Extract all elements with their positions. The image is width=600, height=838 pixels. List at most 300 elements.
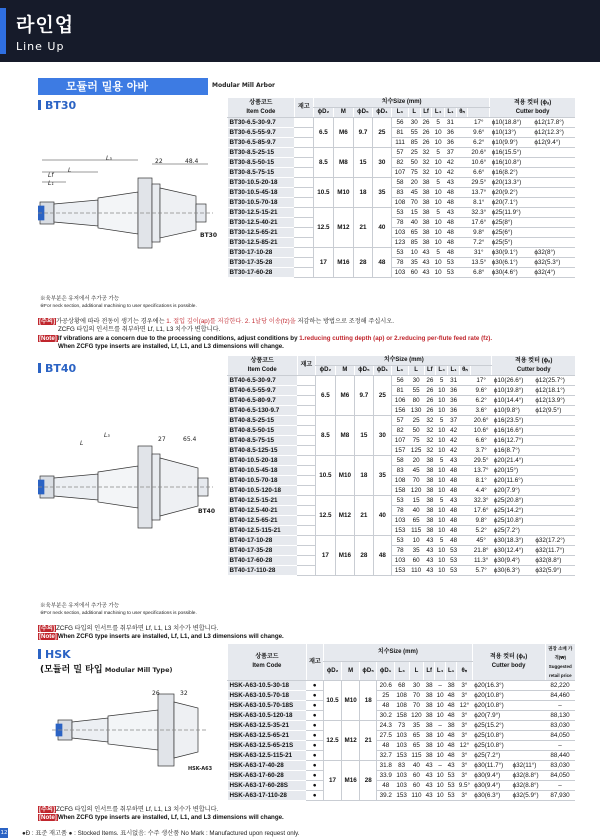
dim-cell: 32 <box>424 426 436 436</box>
dim-cell: 40 <box>408 218 420 228</box>
group-d1: 30 <box>373 416 391 456</box>
pad-cell <box>459 386 470 396</box>
cutter-cell-1: ϕ10(14.4°) <box>492 396 533 406</box>
note-3-en: When ZCFG type inserts are installed, Lf, L1, and L3 dimensions will change. <box>57 814 284 822</box>
dim-cell: 10 <box>432 238 444 248</box>
item-code: BT30-12.5-40-21 <box>228 218 295 228</box>
dim-cell: 38 <box>425 712 433 719</box>
dim-cell: 83 <box>392 466 409 476</box>
cutter-cell-1: ϕ16(12.7°) <box>492 436 533 446</box>
bt30-section-title: BT30 <box>38 99 76 112</box>
dim-cell: 32 <box>424 446 436 456</box>
table-header-row <box>228 98 576 108</box>
bt40-footnote <box>40 603 197 617</box>
dim-cell: 32 <box>424 436 436 446</box>
table-row <box>228 506 576 516</box>
group-d5: 15 <box>355 416 374 456</box>
table-row <box>228 456 576 466</box>
dim-cell: – <box>434 721 445 731</box>
dim-cell: 43 <box>444 208 456 218</box>
bt30-drawing-label: BT30 <box>200 232 218 239</box>
dim-cell: 30 <box>408 376 424 386</box>
dim-cell: 35 <box>409 721 424 731</box>
dim-cell: 58 <box>391 178 408 188</box>
hsk-dim-32: 32 <box>180 690 188 697</box>
dim-cell: 38 <box>447 722 455 729</box>
price-cell: – <box>545 741 575 751</box>
cutter-cell-1: ϕ30(4.6°) <box>490 268 533 278</box>
header-cutter-en: Cutter body <box>516 366 551 373</box>
module-subtitle: Modular Mill Arbor <box>212 82 276 89</box>
dim-cell: 53 <box>392 496 409 506</box>
theta-cell: 11.3° <box>470 556 491 566</box>
dim-cell: 10 <box>436 466 448 476</box>
cutter-cell-2 <box>511 701 545 711</box>
stock-cell <box>294 148 313 158</box>
group-d5: 21 <box>360 721 377 761</box>
dim-cell: 48 <box>447 702 455 709</box>
pad-cell <box>456 158 467 168</box>
header-l1: L₁ <box>444 108 456 118</box>
cutter-cell-2: ϕ32(8.8°) <box>533 556 575 566</box>
dim-cell: 3° <box>457 791 473 801</box>
pad-cell <box>459 416 470 426</box>
cutter-cell-2: ϕ32(5.3°) <box>532 258 575 268</box>
dim-cell: 33.9 <box>377 771 394 781</box>
stock-cell <box>297 526 316 536</box>
group-d2: 12.5 <box>313 208 333 248</box>
theta-cell: 20.6° <box>468 148 490 158</box>
table-row <box>228 168 576 178</box>
stock-cell <box>294 168 313 178</box>
dim-cell: 10 <box>436 566 448 576</box>
dim-cell: 26 <box>420 128 432 138</box>
item-code: BT40-17-10-28 <box>228 536 298 546</box>
cutter-cell-1: ϕ25(10.8°) <box>492 516 533 526</box>
dim-cell: 26 <box>420 118 432 128</box>
header-item-code-kr: 상품코드 <box>255 654 279 660</box>
cutter-cell-1: ϕ30(18.3°) <box>492 536 533 546</box>
dim-cell: 53 <box>448 566 460 576</box>
dim-cell: 78 <box>391 258 408 268</box>
bt30-dim-48: 48.4 <box>185 158 199 165</box>
header-item-code-kr: 상품코드 <box>249 99 273 106</box>
cutter-cell-2 <box>532 188 575 198</box>
dim-cell: 38 <box>420 238 432 248</box>
group-m: M8 <box>333 148 353 178</box>
dim-cell: 123 <box>391 238 408 248</box>
stock-cell <box>294 258 313 268</box>
table-row <box>228 496 576 506</box>
header-lf: Lf <box>420 108 432 118</box>
dim-cell: 56 <box>391 118 408 128</box>
dim-cell: 68 <box>394 681 409 691</box>
cutter-cell-2 <box>533 456 575 466</box>
table-row <box>228 188 576 198</box>
table-row <box>228 486 576 496</box>
dim-cell: 37 <box>448 416 460 426</box>
dim-cell: 10 <box>436 386 448 396</box>
cutter-cell-1: ϕ30(12.4°) <box>492 546 533 556</box>
dim-cell: 10 <box>436 556 448 566</box>
theta-cell: 5.7° <box>470 566 491 576</box>
stock-cell <box>297 406 316 416</box>
dim-cell: 26 <box>424 386 436 396</box>
cutter-cell-2: ϕ32(5.9°) <box>511 791 545 801</box>
item-code: BT40-6.5-80-9.7 <box>228 396 298 406</box>
dim-cell: 3° <box>457 721 473 731</box>
pad-cell <box>459 466 470 476</box>
theta-cell: 21.8° <box>470 546 491 556</box>
dim-cell: 5 <box>436 376 448 386</box>
dim-cell: 26 <box>424 396 436 406</box>
dim-cell: 38 <box>425 732 433 739</box>
table-row <box>228 681 576 691</box>
dim-cell: 30 <box>409 681 424 691</box>
price-cell: – <box>545 781 575 791</box>
stock-cell <box>297 426 316 436</box>
dim-cell: 45 <box>408 188 420 198</box>
dim-cell: 70 <box>408 476 424 486</box>
cutter-cell-2 <box>532 168 575 178</box>
table-row <box>228 711 576 721</box>
table-row <box>228 148 576 158</box>
table-row <box>228 466 576 476</box>
header-cutter-en: Cutter body <box>491 663 526 669</box>
stock-cell: ● <box>306 721 323 731</box>
header-stock: 재고 <box>306 644 323 681</box>
header-cutter <box>490 98 575 118</box>
header-price-en: Suggested retail price <box>548 664 572 678</box>
cutter-cell-2 <box>532 238 575 248</box>
item-code: BT40-8.5-50-15 <box>228 426 298 436</box>
bt40-dim-65: 65.4 <box>183 436 197 443</box>
bt40-footnote-en: ※For neck section, additional machining to user specifications is possible. <box>40 611 197 616</box>
pad-cell <box>456 198 467 208</box>
dim-cell: 108 <box>391 198 408 208</box>
cutter-cell-2 <box>511 741 545 751</box>
cutter-cell-2: ϕ32(5.9°) <box>533 566 575 576</box>
header-item-code <box>228 98 295 118</box>
pad-cell <box>456 228 467 238</box>
stock-cell <box>294 228 313 238</box>
item-code: BT40-10.5-20-18 <box>228 456 298 466</box>
pad-cell <box>459 496 470 506</box>
table-row <box>228 476 576 486</box>
dim-cell: 103 <box>391 228 408 238</box>
cutter-cell-1: ϕ25(8°) <box>490 218 533 228</box>
group-d2: 17 <box>324 761 342 801</box>
hsk-section-subtitle <box>40 662 172 675</box>
note-1-tag-en: [Note] <box>39 334 57 342</box>
module-title: 모듈러 밀용 아바 <box>38 78 208 95</box>
item-code: HSK-A63-10.5-70-18 <box>228 691 307 701</box>
header-pad <box>470 366 491 376</box>
group-d5: 9.7 <box>355 376 374 416</box>
table-row <box>228 426 576 436</box>
dim-cell: 38 <box>425 702 433 709</box>
dim-cell: 78 <box>392 506 409 516</box>
dim-cell: 38 <box>425 742 433 749</box>
dim-cell: 42 <box>444 158 456 168</box>
dim-cell: 20.6 <box>377 681 394 691</box>
dim-cell: 39.2 <box>377 791 394 801</box>
dim-cell: 81 <box>391 128 408 138</box>
header-m: M <box>342 662 360 681</box>
stock-cell <box>294 138 313 148</box>
cutter-cell-1: ϕ16(8.2°) <box>490 168 533 178</box>
dim-cell: 107 <box>391 168 408 178</box>
stock-cell <box>297 446 316 456</box>
cutter-cell-2: ϕ12(9.4°) <box>532 138 575 148</box>
header-pad <box>468 108 490 118</box>
stock-cell <box>294 218 313 228</box>
table-row <box>228 771 576 781</box>
cutter-cell-2 <box>533 526 575 536</box>
dim-cell: 43 <box>425 772 433 779</box>
dim-cell: 43 <box>448 496 460 506</box>
dim-cell: 10 <box>434 771 445 781</box>
dim-cell: 3° <box>457 691 473 701</box>
item-code: BT40-10.5-45-18 <box>228 466 298 476</box>
bt30-dim-l: L <box>68 167 72 174</box>
dim-cell: 15 <box>408 208 420 218</box>
price-cell: 88,440 <box>545 751 575 761</box>
bt40-spec-table <box>227 356 575 576</box>
group-m: M12 <box>335 496 354 536</box>
cutter-cell-1: ϕ30(11.7°) <box>472 761 510 771</box>
dim-cell: 43 <box>425 762 433 769</box>
stock-cell: ● <box>306 681 323 691</box>
theta-cell: 29.5° <box>470 456 491 466</box>
stock-cell <box>297 466 316 476</box>
cutter-cell-2 <box>511 751 545 761</box>
dim-cell: 38 <box>424 506 436 516</box>
dim-cell: 48 <box>444 188 456 198</box>
dim-cell: 5 <box>436 416 448 426</box>
pad-cell <box>459 456 470 466</box>
cutter-cell-1: ϕ20(15°) <box>492 466 533 476</box>
dim-cell: 65 <box>408 516 424 526</box>
dim-cell: 106 <box>392 396 409 406</box>
dim-cell: 153 <box>392 566 409 576</box>
hsk-subtitle-en: Modular Mill Type) <box>104 666 173 674</box>
cutter-cell-1: ϕ16(10.8°) <box>490 158 533 168</box>
item-code: BT40-12.5-15-21 <box>228 496 298 506</box>
group-d2: 8.5 <box>313 148 333 178</box>
stock-cell <box>297 456 316 466</box>
dim-cell: 5 <box>436 496 448 506</box>
item-code: BT30-12.5-65-21 <box>228 228 295 238</box>
table-row <box>228 701 576 711</box>
header-m: M <box>333 108 353 118</box>
group-d5: 28 <box>360 761 377 801</box>
table-row <box>228 446 576 456</box>
dim-cell: 48 <box>444 228 456 238</box>
stock-cell <box>294 268 313 278</box>
note-1-kr-b: 저감하는 방법으로 조정해 주십시오. <box>295 318 394 325</box>
cutter-cell-2 <box>511 711 545 721</box>
stock-cell <box>294 118 313 128</box>
cutter-cell-1: ϕ20(7.1°) <box>490 198 533 208</box>
bt30-footnote-en: ※For neck section, additional machining to user specifications is possible. <box>40 304 197 309</box>
dim-cell: 12° <box>457 741 473 751</box>
note-1-kr2: ZCFG 타입의 인서트를 취부하면 Lf, L1, L3 치수가 변합니다. <box>58 326 221 334</box>
stock-cell: ● <box>306 781 323 791</box>
page-number: 12 <box>0 830 8 836</box>
theta-cell: 6.8° <box>468 268 490 278</box>
dim-cell: 10 <box>408 248 420 258</box>
dim-cell: 48 <box>447 732 455 739</box>
stock-cell <box>294 178 313 188</box>
cutter-cell-1: ϕ20(7.9°) <box>492 486 533 496</box>
item-code: BT30-12.5-15-21 <box>228 208 295 218</box>
dim-cell: 53 <box>444 268 456 278</box>
dim-cell: 38 <box>420 208 432 218</box>
header-d2: ϕD₂ <box>316 366 335 376</box>
stock-cell <box>297 396 316 406</box>
dim-cell: 36 <box>448 396 460 406</box>
item-code: BT40-6.5-130-9.7 <box>228 406 298 416</box>
header-cutter-kr: 적용 컷터 (ϕₐ) <box>515 357 553 364</box>
bt30-footnote-kr: ※육부분은 유저에서 추가공 가능 <box>40 296 120 302</box>
theta-cell: 13.7° <box>470 466 491 476</box>
bt30-footnote <box>40 296 197 310</box>
dim-cell: 53 <box>448 546 460 556</box>
note-1-en2: When ZCFG type inserts are installed, Lf, L1, and L3 dimensions will change. <box>58 343 284 351</box>
dim-cell: 38 <box>424 516 436 526</box>
bt40-dim-l3: L₃ <box>104 432 110 439</box>
note-3-tag-en: [Note] <box>39 814 57 822</box>
cutter-cell-2: ϕ32(8.8°) <box>511 771 545 781</box>
group-d1: 48 <box>373 536 391 576</box>
table-row <box>228 751 576 761</box>
dim-cell: 10 <box>432 268 444 278</box>
item-code: BT40-12.5-115-21 <box>228 526 298 536</box>
theta-cell: 7.2° <box>468 238 490 248</box>
dim-cell: 103 <box>392 516 409 526</box>
dim-cell: 81 <box>392 386 409 396</box>
cutter-cell-2 <box>533 486 575 496</box>
hsk-drawing <box>38 686 223 776</box>
table-row <box>228 138 576 148</box>
dim-cell: 10 <box>434 691 445 701</box>
dim-cell: 35 <box>408 258 420 268</box>
group-d5: 15 <box>353 148 372 178</box>
dim-cell: 35 <box>408 546 424 556</box>
dim-cell: 65 <box>408 228 420 238</box>
table-row <box>228 546 576 556</box>
header-price-kr: 권장 소매 가격(₩) <box>548 646 573 660</box>
item-code: BT40-12.5-40-21 <box>228 506 298 516</box>
cutter-cell-2 <box>532 208 575 218</box>
cutter-cell-2 <box>532 178 575 188</box>
header-l1: L₁ <box>446 662 457 681</box>
group-m: M12 <box>342 721 360 761</box>
cutter-cell-1: ϕ10(19.8°) <box>492 386 533 396</box>
note-1-tag: [주의] <box>39 318 56 325</box>
dim-cell: 120 <box>408 486 424 496</box>
cutter-cell-1: ϕ20(13.3°) <box>490 178 533 188</box>
cutter-cell-2: ϕ32(11.7°) <box>533 546 575 556</box>
pad-cell <box>456 138 467 148</box>
header-l: L <box>409 662 424 681</box>
cutter-cell-1: ϕ25(15.2°) <box>472 721 510 731</box>
pad-cell <box>456 258 467 268</box>
pad-cell <box>456 118 467 128</box>
dim-cell: 38 <box>425 692 433 699</box>
dim-cell: 10 <box>432 258 444 268</box>
group-m: M6 <box>335 376 354 416</box>
dim-cell: 48 <box>444 218 456 228</box>
dim-cell: 31.8 <box>377 761 394 771</box>
dim-cell: 42 <box>448 426 460 436</box>
cutter-cell-2 <box>533 496 575 506</box>
stock-cell <box>294 238 313 248</box>
cutter-cell-1: ϕ30(9.4°) <box>492 556 533 566</box>
header-stock: 재고 <box>297 356 316 376</box>
cutter-cell-2: ϕ32(8.8°) <box>511 781 545 791</box>
cutter-cell-2 <box>533 506 575 516</box>
dim-cell: 53 <box>392 536 409 546</box>
dim-cell: 53 <box>391 208 408 218</box>
dim-cell: 5 <box>432 118 444 128</box>
dim-cell: 12° <box>457 701 473 711</box>
item-code: BT40-6.5-30-9.7 <box>228 376 298 386</box>
dim-cell: 82 <box>391 158 408 168</box>
cutter-cell-2 <box>533 476 575 486</box>
item-code: BT40-6.5-55-9.7 <box>228 386 298 396</box>
theta-cell: 3.7° <box>470 446 491 456</box>
stock-cell <box>294 128 313 138</box>
header-l4: L₄ <box>436 366 448 376</box>
stock-cell: ● <box>306 761 323 771</box>
header-cutter-en: Cutter body <box>515 108 550 115</box>
theta-cell: 8.1° <box>468 198 490 208</box>
cutter-cell-1: ϕ20(10.8°) <box>472 691 510 701</box>
dim-cell: 48 <box>377 741 394 751</box>
group-m: M16 <box>342 761 360 801</box>
header-accent <box>0 8 6 54</box>
dim-cell: 38 <box>420 198 432 208</box>
price-cell: 84,050 <box>545 731 575 741</box>
hsk-drawing-label: HSK-A63 <box>188 766 213 772</box>
theta-cell: 31° <box>468 248 490 258</box>
dim-cell: 48 <box>447 692 455 699</box>
group-m: M10 <box>333 178 353 208</box>
note-1-en-red: 1.reducing cutting depth (ap) or 2.reducing per-flute feed rate (fz). <box>299 334 493 342</box>
dim-cell: 103 <box>391 268 408 278</box>
cutter-cell-2 <box>511 681 545 691</box>
dim-cell: 48 <box>448 536 460 546</box>
header-theta: θₙ <box>459 366 470 376</box>
dim-cell: 57 <box>392 416 409 426</box>
stock-cell <box>297 566 316 576</box>
dim-cell: 5 <box>436 456 448 466</box>
dim-cell: 75 <box>408 436 424 446</box>
stock-cell: ● <box>306 711 323 721</box>
dim-cell: 48 <box>448 506 460 516</box>
theta-cell: 4.4° <box>470 486 491 496</box>
pad-cell <box>456 208 467 218</box>
dim-cell: 60 <box>408 556 424 566</box>
dim-cell: 3° <box>457 761 473 771</box>
table-row <box>228 416 576 426</box>
theta-cell: 9.6° <box>470 386 491 396</box>
item-code: HSK-A63-10.5-30-18 <box>228 681 307 691</box>
note-2-tag: [주의] <box>39 625 56 632</box>
dim-cell: 111 <box>391 138 408 148</box>
